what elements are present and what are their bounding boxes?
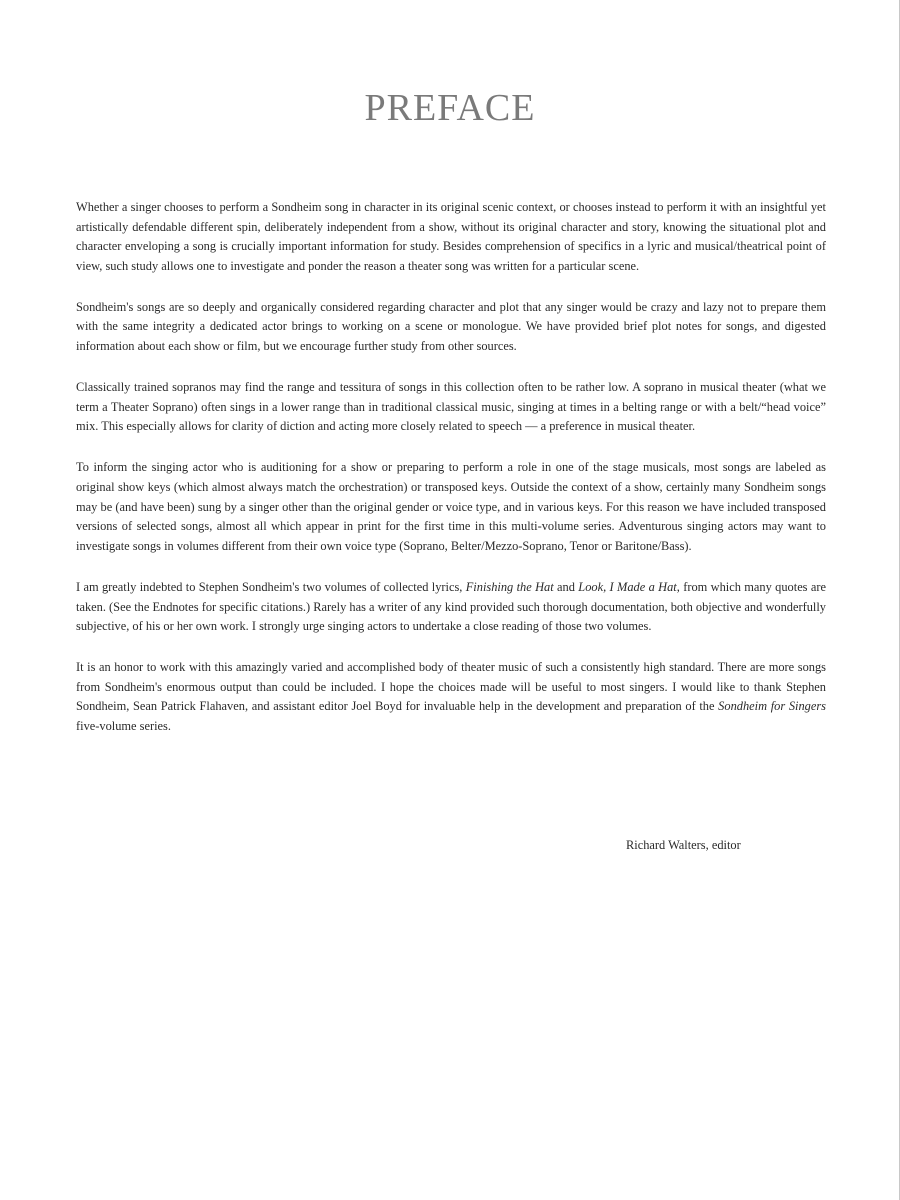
preface-body — [76, 198, 826, 758]
paragraph-6-text-2: five-volume series. — [76, 718, 171, 733]
paragraph-5-text-1: I am greatly indebted to Stephen Sondheim's two volumes of collected lyrics, — [76, 579, 466, 594]
paragraph-1: Whether a singer chooses to perform a Sondheim song in character in its original scenic context, or chooses instead to perform it with an insightful yet artistically defendable different spin, deliberately independent from a show, without its original character and story, knowing the situational plot and character enveloping a song is crucially important information for study. Besides comprehension of specifics in a lyric and musical/theatrical point of view, such study allows one to investigate and ponder the reason a theater song was written for a particular scene. — [76, 200, 826, 273]
paragraph-3: Classically trained sopranos may find the range and tessitura of songs in this collection often to be rather low. A soprano in musical theater (what we term a Theater Soprano) often sings in a lower range than in traditional classical music, singing at times in a belting range or with a belt/“head voice” mix. This especially allows for clarity of diction and acting more closely related to speech — a preference in musical theater. — [76, 380, 826, 434]
paragraph-4: To inform the singing actor who is auditioning for a show or preparing to perform a role in one of the stage musicals, most songs are labeled as original show keys (which almost always match the orchestration) or transposed keys. Outside the context of a show, certainly many Sondheim songs may be (and have been) sung by a singer other than the original gender or voice type, and in various keys. For this reason we have included transposed versions of selected songs, almost all which appear in print for the first time in this multi-volume series. Adventurous singing actors may want to investigate songs in volumes different from their own voice type (Soprano, Belter/Mezzo-Soprano, Tenor or Baritone/Bass). — [76, 460, 826, 553]
editor-signature: Richard Walters, editor — [626, 838, 741, 852]
paragraph-2: Sondheim's songs are so deeply and organically considered regarding character and plot that any singer would be crazy and lazy not to prepare them with the same integrity a dedicated actor brings to working on a scene or monologue. We have provided brief plot notes for songs, and digested information about each show or film, but we encourage further study from other sources. — [76, 299, 826, 354]
page-title: PREFACE — [364, 87, 536, 129]
paragraph-5 — [76, 578, 826, 637]
series-title: Sondheim for Singers — [718, 699, 826, 714]
paragraph-5-text-3: , from which many quotes are taken. (See the Endnotes for specific citations.) Rarely has a writer of any kind provided such thorough documentation, both objective and wonderfully subjective, of his or her own work. I strongly urge singing actors to undertake a close reading of those two volumes. — [76, 579, 826, 634]
paragraph-6 — [76, 658, 826, 736]
book-title-finishing-the-hat: Finishing the Hat — [465, 579, 554, 594]
paragraph-6-text-1: It is an honor to work with this amazingly varied and accomplished body of theater music of such a consistently high standard. There are more songs from Sondheim's enormous output than could be included. I hope the choices made will be useful to most singers. I would like to thank Stephen Sondheim, Sean Patrick Flahaven, and assistant editor Joel Boyd for invaluable help in the development and preparation of the — [76, 660, 826, 714]
paragraph-5-text-2: and — [553, 579, 579, 594]
book-title-look-i-made-a-hat: Look, I Made a Hat — [578, 579, 677, 594]
